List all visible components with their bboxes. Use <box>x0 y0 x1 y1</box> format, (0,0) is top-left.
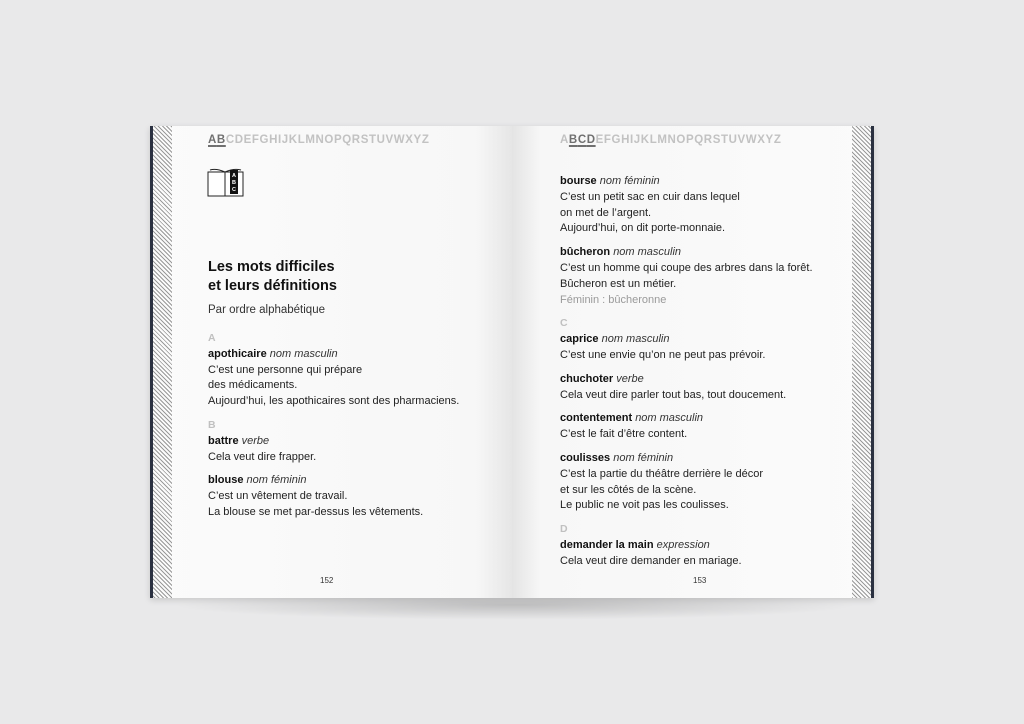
definition-entry <box>560 174 850 237</box>
page-edge-stripes <box>150 126 172 598</box>
alphabet-letter: K <box>640 134 650 146</box>
alphabet-letter: Y <box>413 134 422 146</box>
alphabet-letter: M <box>657 134 668 146</box>
alphabet-letter: J <box>633 134 641 146</box>
alphabet-letter: M <box>305 134 316 146</box>
alphabet-letter: I <box>277 134 282 146</box>
alphabet-letter: R <box>703 134 713 146</box>
entry-word: demander la main <box>560 538 654 551</box>
alphabet-letter: S <box>712 134 721 146</box>
alphabet-letter: G <box>611 134 622 146</box>
entry-head <box>560 372 850 388</box>
entry-head <box>560 174 850 190</box>
entry-class: nom masculin <box>269 347 338 360</box>
alphabet-letter: D <box>234 134 244 146</box>
definition-line: Cela veut dire frapper. <box>208 450 317 463</box>
section-letter: B <box>208 418 216 431</box>
definition-line: La blouse se met par-dessus les vêtements. <box>208 505 424 518</box>
entry-word: bourse <box>560 175 597 187</box>
definition-line: C’est une personne qui prépare <box>208 363 363 376</box>
entry-class: verbe <box>241 434 270 447</box>
entry-class: verbe <box>616 372 644 385</box>
title-line: Les mots difficiles <box>208 259 335 275</box>
entry-head <box>560 332 850 348</box>
entry-word: blouse <box>208 474 244 487</box>
alphabet-index <box>560 134 781 146</box>
entry-head <box>208 473 498 489</box>
alphabet-letter: H <box>621 134 630 146</box>
entry-word: chuchoter <box>560 372 614 385</box>
alphabet-letter: O <box>676 134 686 146</box>
entry-word: apothicaire <box>208 347 267 360</box>
alphabet-letter: W <box>745 134 758 146</box>
page-subtitle: Par ordre alphabétique <box>208 304 325 316</box>
alphabet-letter: L <box>297 134 306 146</box>
alphabet-letter: A <box>208 134 217 146</box>
definition-note: Féminin : bûcheronne <box>560 293 667 306</box>
alphabet-letter: J <box>281 134 289 146</box>
alphabet-letter: F <box>251 134 260 146</box>
icon-letter: B <box>232 180 236 186</box>
title-line: et leurs définitions <box>208 278 337 294</box>
alphabet-letter: V <box>737 134 746 146</box>
alphabet-letter: L <box>649 134 658 146</box>
definitions-list <box>208 328 498 529</box>
alphabet-letter: E <box>595 134 604 146</box>
alphabet-letter: C <box>225 134 235 146</box>
entry-head <box>560 451 850 467</box>
definition-entry <box>560 245 850 308</box>
definition-line: C’est un homme qui coupe des arbres dans la forêt. <box>560 261 813 274</box>
section-letter: A <box>208 332 216 344</box>
alphabet-letter: P <box>685 134 695 146</box>
entry-class: nom masculin <box>635 412 704 425</box>
alphabet-letter: X <box>405 134 414 146</box>
alphabet-letter: N <box>315 134 325 146</box>
alphabet-letter: Q <box>694 134 704 146</box>
definition-entry <box>560 451 850 514</box>
entry-class: expression <box>656 538 710 551</box>
alphabet-letter: E <box>243 134 252 146</box>
entry-word: caprice <box>560 333 599 346</box>
alphabet-letter: H <box>269 134 278 146</box>
definition-entry <box>560 411 850 443</box>
alphabet-letter: T <box>720 134 729 146</box>
page-edge-stripes <box>852 126 874 598</box>
entry-head <box>560 245 850 261</box>
icon-letter: C <box>232 187 236 193</box>
alphabet-letter: K <box>288 134 298 146</box>
definition-entry <box>208 347 498 410</box>
right-page <box>512 126 874 598</box>
section-letter: D <box>560 523 568 536</box>
alphabet-letter: X <box>757 134 766 146</box>
definition-entry <box>208 434 498 466</box>
alphabet-letter: A <box>560 134 569 146</box>
alphabet-letter: N <box>667 134 677 146</box>
entry-head <box>560 538 850 554</box>
section-letter: C <box>560 317 568 330</box>
entry-word: battre <box>208 434 239 447</box>
alphabet-letter: Q <box>342 134 352 146</box>
entry-word: bûcheron <box>560 246 611 259</box>
alphabet-letter: D <box>586 134 596 146</box>
entry-head <box>208 347 498 363</box>
definition-line: C’est le fait d’être content. <box>560 428 688 441</box>
entry-class: nom féminin <box>246 474 307 487</box>
alphabet-letter: O <box>324 134 334 146</box>
entry-class: nom féminin <box>599 175 660 187</box>
page-title <box>208 258 337 296</box>
alphabet-letter: U <box>728 134 738 146</box>
alphabet-letter: Z <box>773 134 782 146</box>
definition-line: des médicaments. <box>208 379 298 392</box>
alphabet-letter: I <box>629 134 634 146</box>
left-page <box>150 126 512 598</box>
entry-class: nom masculin <box>613 246 682 259</box>
definition-line: C’est un vêtement de travail. <box>208 490 348 503</box>
definition-line: Cela veut dire demander en mariage. <box>560 554 742 567</box>
icon-letter: A <box>232 173 236 179</box>
definition-line: C’est une envie qu’on ne peut pas prévoir. <box>560 348 766 361</box>
definition-entry <box>560 332 850 364</box>
alphabet-letter: Y <box>765 134 774 146</box>
alphabet-letter: P <box>333 134 343 146</box>
entry-head <box>208 434 498 450</box>
entry-word: contentement <box>560 412 633 425</box>
definition-line: C’est la partie du théâtre derrière le décor <box>560 467 763 480</box>
alphabet-letter: S <box>360 134 369 146</box>
alphabet-letter: W <box>393 134 406 146</box>
definition-entry <box>208 473 498 520</box>
definition-line: Bûcheron est un métier. <box>560 277 677 290</box>
definition-line: on met de l’argent. <box>560 206 652 219</box>
alphabet-index <box>208 134 429 146</box>
alphabet-letter: C <box>577 134 587 146</box>
definition-line: Aujourd’hui, les apothicaires sont des pharmaciens. <box>208 395 460 408</box>
open-book-abc-icon <box>206 166 246 198</box>
page-number: 153 <box>693 576 707 585</box>
definition-line: Aujourd’hui, on dit porte-monnaie. <box>560 222 726 235</box>
entry-class: nom masculin <box>601 333 670 346</box>
alphabet-letter: U <box>376 134 386 146</box>
alphabet-letter: F <box>603 134 612 146</box>
entry-class: nom féminin <box>613 451 674 464</box>
alphabet-letter: G <box>259 134 270 146</box>
entry-head <box>560 411 850 427</box>
alphabet-letter: R <box>351 134 361 146</box>
definitions-list <box>560 174 850 578</box>
definition-entry <box>560 538 850 570</box>
alphabet-letter: Z <box>421 134 430 146</box>
page-number: 152 <box>320 576 334 585</box>
alphabet-letter: T <box>368 134 377 146</box>
definition-line: et sur les côtés de la scène. <box>560 483 697 496</box>
alphabet-letter: B <box>216 134 226 146</box>
alphabet-letter: B <box>568 134 578 146</box>
definition-entry <box>560 372 850 404</box>
open-book <box>150 126 874 598</box>
entry-word: coulisses <box>560 451 611 464</box>
definition-line: Cela veut dire parler tout bas, tout doucement. <box>560 388 787 401</box>
definition-line: Le public ne voit pas les coulisses. <box>560 499 729 512</box>
alphabet-letter: V <box>385 134 394 146</box>
definition-line: C’est un petit sac en cuir dans lequel <box>560 190 740 203</box>
